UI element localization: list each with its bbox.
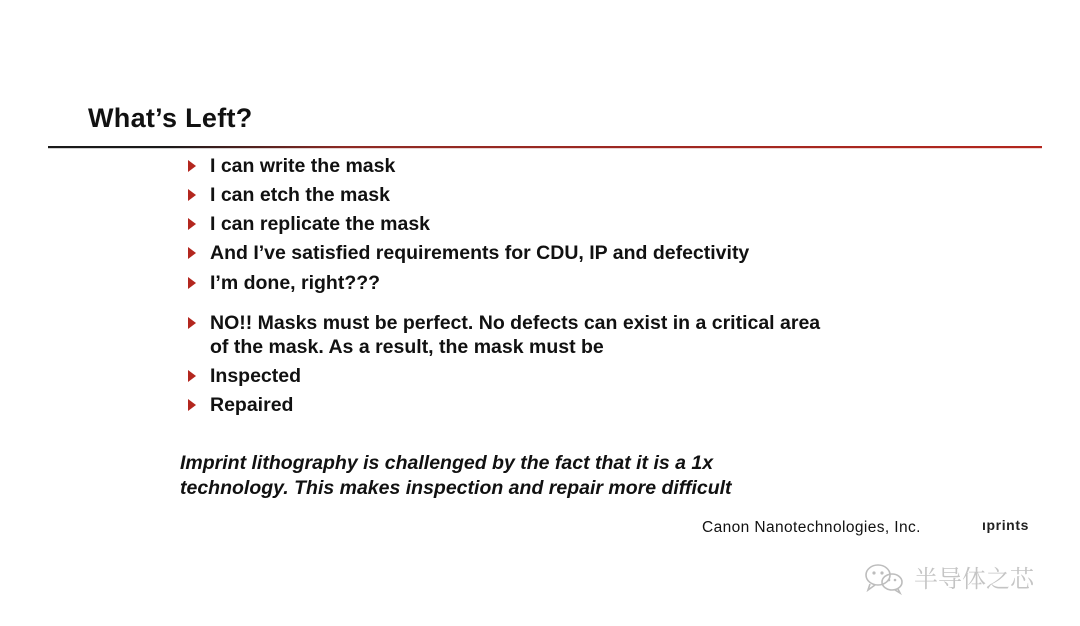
- bullet-item: [188, 241, 749, 265]
- bullet-text: I can write the mask: [210, 155, 396, 177]
- bullet-item: [188, 154, 395, 178]
- bullet-item: [188, 311, 830, 359]
- bullet-arrow-icon: [188, 247, 196, 259]
- bullet-text: I can replicate the mask: [210, 213, 431, 235]
- bullet-item: [188, 183, 390, 207]
- bullet-text: Repaired: [210, 394, 294, 416]
- summary-note-line: technology. This makes inspection and repair more difficult: [180, 477, 732, 499]
- bullet-arrow-icon: [188, 317, 196, 329]
- bullet-arrow-icon: [188, 370, 196, 382]
- title-divider: [48, 146, 1042, 149]
- bullet-arrow-icon: [188, 399, 196, 411]
- summary-note: [180, 451, 732, 501]
- bullet-arrow-icon: [188, 189, 196, 201]
- footer-logo-fragment: ıprints: [982, 517, 1029, 533]
- summary-note-line: Imprint lithography is challenged by the fact that it is a 1x: [180, 452, 714, 474]
- bullet-item: [188, 271, 380, 295]
- watermark-text: 半导体之芯: [914, 565, 1034, 593]
- bullet-text: And I’ve satisfied requirements for CDU, IP and defectivity: [210, 242, 750, 264]
- bullet-item: [188, 364, 301, 388]
- bullet-arrow-icon: [188, 277, 196, 289]
- wechat-logo-icon: [862, 560, 1050, 596]
- bullet-item: [188, 212, 430, 236]
- footer-company: Canon Nanotechnologies, Inc.: [702, 519, 921, 536]
- bullet-text: I’m done, right???: [210, 272, 381, 294]
- bullet-text: I can etch the mask: [210, 184, 390, 206]
- bullet-arrow-icon: [188, 160, 196, 172]
- bullet-text: Inspected: [210, 365, 302, 387]
- slide-title: What’s Left?: [88, 103, 253, 133]
- bullet-item: [188, 393, 293, 417]
- bullet-text: NO!! Masks must be perfect. No defects can exist in a critical area of the mask. As a result, the mask must be: [210, 312, 821, 358]
- bullet-arrow-icon: [188, 218, 196, 230]
- watermark: [862, 560, 1050, 596]
